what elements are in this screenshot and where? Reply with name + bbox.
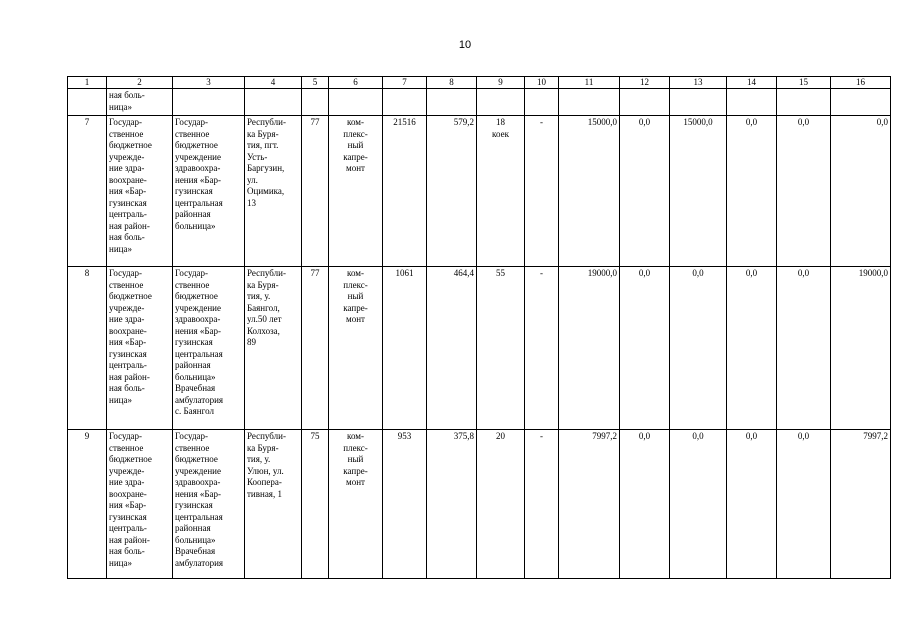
table-cell: - bbox=[525, 116, 559, 267]
table-cell bbox=[68, 89, 107, 116]
header-cell: 10 bbox=[525, 77, 559, 89]
table-cell bbox=[302, 89, 329, 116]
table-cell: 0,0 bbox=[620, 116, 670, 267]
table-cell: 7997,2 bbox=[559, 430, 620, 579]
institution-name: Государ- ственное бюджетное учрежде- ние здра- воохране- ния «Бар- гузинская централь- ная район- ная боль- ница» bbox=[107, 116, 173, 267]
table-cell bbox=[245, 89, 302, 116]
table-cell: 77 bbox=[302, 116, 329, 267]
row-number: 8 bbox=[68, 267, 107, 430]
table-cell: 0,0 bbox=[777, 430, 831, 579]
header-cell: 11 bbox=[559, 77, 620, 89]
header-cell: 12 bbox=[620, 77, 670, 89]
work-type: ком- плекс- ный капре- монт bbox=[329, 116, 383, 267]
object-name: Государ- ственное бюджетное учреждение здравоохра- нения «Бар- гузинская центральная районная больница» bbox=[173, 116, 245, 267]
table-cell: 953 bbox=[383, 430, 427, 579]
table-cell: - bbox=[525, 267, 559, 430]
data-table bbox=[67, 76, 891, 579]
table-cell: 0,0 bbox=[777, 267, 831, 430]
table-cell: 75 bbox=[302, 430, 329, 579]
table-cell: 375,8 bbox=[427, 430, 477, 579]
object-name: Государ- ственное бюджетное учреждение здравоохра- нения «Бар- гузинская центральная районная больница» Врачебная амбулатория bbox=[173, 430, 245, 579]
table-cell: 0,0 bbox=[727, 430, 777, 579]
table-cell bbox=[670, 89, 727, 116]
header-cell: 16 bbox=[831, 77, 891, 89]
table-cell bbox=[329, 89, 383, 116]
row-number: 7 bbox=[68, 116, 107, 267]
header-cell: 4 bbox=[245, 77, 302, 89]
table-cell bbox=[477, 89, 525, 116]
header-cell: 3 bbox=[173, 77, 245, 89]
table-cell: 20 bbox=[477, 430, 525, 579]
address: Республи- ка Буря- тия, пгт. Усть- Баргузин, ул. Оцимика, 13 bbox=[245, 116, 302, 267]
table-cell: 21516 bbox=[383, 116, 427, 267]
table-cell: 15000,0 bbox=[670, 116, 727, 267]
table-cell: 0,0 bbox=[670, 267, 727, 430]
work-type: ком- плекс- ный капре- монт bbox=[329, 267, 383, 430]
table-cell: 0,0 bbox=[777, 116, 831, 267]
table-cell: 55 bbox=[477, 267, 525, 430]
table-cell: 0,0 bbox=[727, 267, 777, 430]
header-cell: 2 bbox=[107, 77, 173, 89]
institution-name: Государ- ственное бюджетное учрежде- ние здра- воохране- ния «Бар- гузинская централь- ная район- ная боль- ница» bbox=[107, 430, 173, 579]
table-cell bbox=[427, 89, 477, 116]
work-type: ком- плекс- ный капре- монт bbox=[329, 430, 383, 579]
table-cell: 15000,0 bbox=[559, 116, 620, 267]
table-cell: 77 bbox=[302, 267, 329, 430]
table-cell: ная боль- ница» bbox=[107, 89, 173, 116]
table-cell: 1061 bbox=[383, 267, 427, 430]
continuation-row bbox=[68, 89, 891, 116]
address: Республи- ка Буря- тия, у. Улюн, ул. Коопера- тивная, 1 bbox=[245, 430, 302, 579]
header-cell: 13 bbox=[670, 77, 727, 89]
page-number: 10 bbox=[458, 39, 472, 51]
header-cell: 8 bbox=[427, 77, 477, 89]
header-cell: 14 bbox=[727, 77, 777, 89]
header-cell: 6 bbox=[329, 77, 383, 89]
header-row bbox=[68, 77, 891, 89]
table-cell: 18 коек bbox=[477, 116, 525, 267]
table-cell: - bbox=[525, 430, 559, 579]
table-cell: 0,0 bbox=[620, 267, 670, 430]
table-cell bbox=[383, 89, 427, 116]
table-cell: 0,0 bbox=[831, 116, 891, 267]
table-cell bbox=[620, 89, 670, 116]
institution-name: Государ- ственное бюджетное учрежде- ние здра- воохране- ния «Бар- гузинская централь- ная район- ная боль- ница» bbox=[107, 267, 173, 430]
table-cell bbox=[727, 89, 777, 116]
address: Республи- ка Буря- тия, у. Баянгол, ул.50 лет Колхоза, 89 bbox=[245, 267, 302, 430]
table-cell bbox=[831, 89, 891, 116]
table-row bbox=[68, 116, 891, 267]
table-cell: 0,0 bbox=[620, 430, 670, 579]
table-cell: 0,0 bbox=[670, 430, 727, 579]
table-cell: 19000,0 bbox=[559, 267, 620, 430]
table-cell bbox=[777, 89, 831, 116]
header-cell: 1 bbox=[68, 77, 107, 89]
header-cell: 9 bbox=[477, 77, 525, 89]
table-cell: 464,4 bbox=[427, 267, 477, 430]
table-cell: 7997,2 bbox=[831, 430, 891, 579]
header-cell: 5 bbox=[302, 77, 329, 89]
header-cell: 15 bbox=[777, 77, 831, 89]
table-cell: 579,2 bbox=[427, 116, 477, 267]
table-cell: 0,0 bbox=[727, 116, 777, 267]
table-cell: 19000,0 bbox=[831, 267, 891, 430]
header-cell: 7 bbox=[383, 77, 427, 89]
table-row bbox=[68, 267, 891, 430]
table-row bbox=[68, 430, 891, 579]
table-cell bbox=[525, 89, 559, 116]
table-cell bbox=[173, 89, 245, 116]
object-name: Государ- ственное бюджетное учреждение здравоохра- нения «Бар- гузинская центральная районная больница» Врачебная амбулатория с. Баянгол bbox=[173, 267, 245, 430]
table-cell bbox=[559, 89, 620, 116]
row-number: 9 bbox=[68, 430, 107, 579]
